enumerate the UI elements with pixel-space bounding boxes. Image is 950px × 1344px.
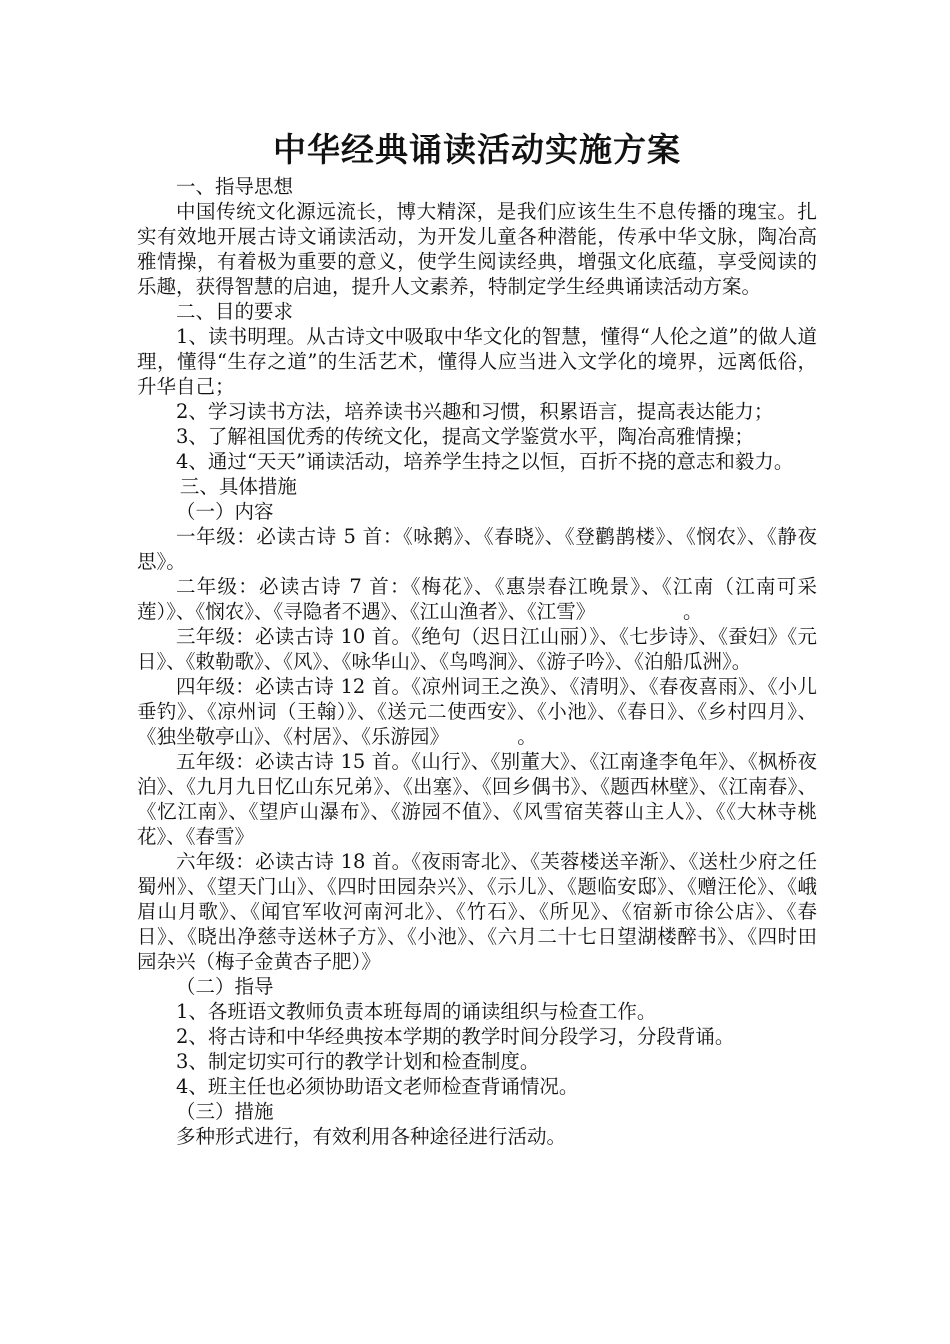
grade-5-reading-list: 五年级：必读古诗 15 首。《山行》、《别董大》、《江南逢李龟年》、《枫桥夜泊》、《九月九日忆山东兄弟》、《出塞》、《回乡偶书》、《题西林壁》、《江南春》、《忆江南》、《望庐山瀑布》、《游园不值》、《风雪宿芙蓉山主人》、《《大林寺桃花》、《春雪》 xyxy=(137,750,817,848)
objective-item-4: 4、通过“天天”诵读活动，培养学生持之以恒，百折不挠的意志和毅力。 xyxy=(176,450,794,473)
measure-item-1: 多种形式进行，有效利用各种途径进行活动。 xyxy=(176,1125,567,1148)
subsection-heading-guidance: （二）指导 xyxy=(176,975,274,998)
paragraph-guiding-ideology: 中国传统文化源远流长，博大精深，是我们应该生生不息传播的瑰宝。扎实有效地开展古诗文诵读活动，为开发儿童各种潜能，传承中华文脉，陶冶高雅情操，有着极为重要的意义，使学生阅读经典，增强文化底蕴，享受阅读的乐趣，获得智慧的启迪，提升人文素养，特制定学生经典诵读活动方案。 xyxy=(137,200,817,298)
objective-item-1: 1、读书明理。从古诗文中吸取中华文化的智慧，懂得“人伦之道”的做人道理，懂得“生存之道”的生活艺术，懂得人应当进入文学化的境界，远离低俗，升华自己； xyxy=(137,325,817,398)
guidance-item-4: 4、班主任也必须协助语文老师检查背诵情况。 xyxy=(176,1075,579,1098)
document-title: 中华经典诵读活动实施方案 xyxy=(273,130,681,169)
grade-3-reading-list: 三年级：必读古诗 10 首。《绝句（迟日江山丽）》、《七步诗》、《蚕妇》《元日》、《敕勒歌》、《风》、《咏华山》、《鸟鸣涧》、《游子吟》、《泊船瓜洲》。 xyxy=(137,625,817,673)
grade-1-reading-list: 一年级：必读古诗 5 首：《咏鹅》、《春晓》、《登鹳鹊楼》、《悯农》、《静夜思》。 xyxy=(137,525,817,573)
subsection-heading-content: （一）内容 xyxy=(176,500,274,523)
subsection-heading-measures: （三）措施 xyxy=(176,1100,274,1123)
objective-item-3: 3、了解祖国优秀的传统文化，提高文学鉴赏水平，陶冶高雅情操； xyxy=(176,425,754,448)
grade-4-reading-list: 四年级：必读古诗 12 首。《凉州词王之涣》、《清明》、《春夜喜雨》、《小儿垂钓》、《凉州词（王翰）》、《送元二使西安》、《小池》、《春日》、《乡村四月》、《独坐敬亭山》、《村居》、《乐游园》 。 xyxy=(137,675,817,748)
section-heading-objectives: 二、目的要求 xyxy=(176,300,294,323)
grade-2-reading-list: 二年级：必读古诗 7 首：《梅花》、《惠崇春江晚景》、《江南（江南可采莲）》、《悯农》、《寻隐者不遇》、《江山渔者》、《江雪》 。 xyxy=(137,575,817,623)
section-heading-measures: 三、具体措施 xyxy=(179,475,297,498)
section-heading-guiding-ideology: 一、指导思想 xyxy=(176,175,294,198)
grade-6-reading-list: 六年级：必读古诗 18 首。《夜雨寄北》、《芙蓉楼送辛渐》、《送杜少府之任蜀州》、《望天门山》、《四时田园杂兴》、《示儿》、《题临安邸》、《赠汪伦》、《峨眉山月歌》、《闻官军收河南河北》、《竹石》、《所见》、《宿新市徐公店》、《春日》、《晓出净慈寺送林子方》、《小池》、《六月二十七日望湖楼醉书》、《四时田园杂兴（梅子金黄杏子肥）》 xyxy=(137,850,817,973)
document-body xyxy=(137,128,817,1149)
guidance-item-3: 3、制定切实可行的教学计划和检查制度。 xyxy=(176,1050,540,1073)
guidance-item-1: 1、各班语文教师负责本班每周的诵读组织与检查工作。 xyxy=(176,1000,657,1023)
objective-item-2: 2、学习读书方法，培养读书兴趣和习惯，积累语言，提高表达能力； xyxy=(176,400,774,423)
guidance-item-2: 2、将古诗和中华经典按本学期的教学时间分段学习，分段背诵。 xyxy=(176,1025,735,1048)
